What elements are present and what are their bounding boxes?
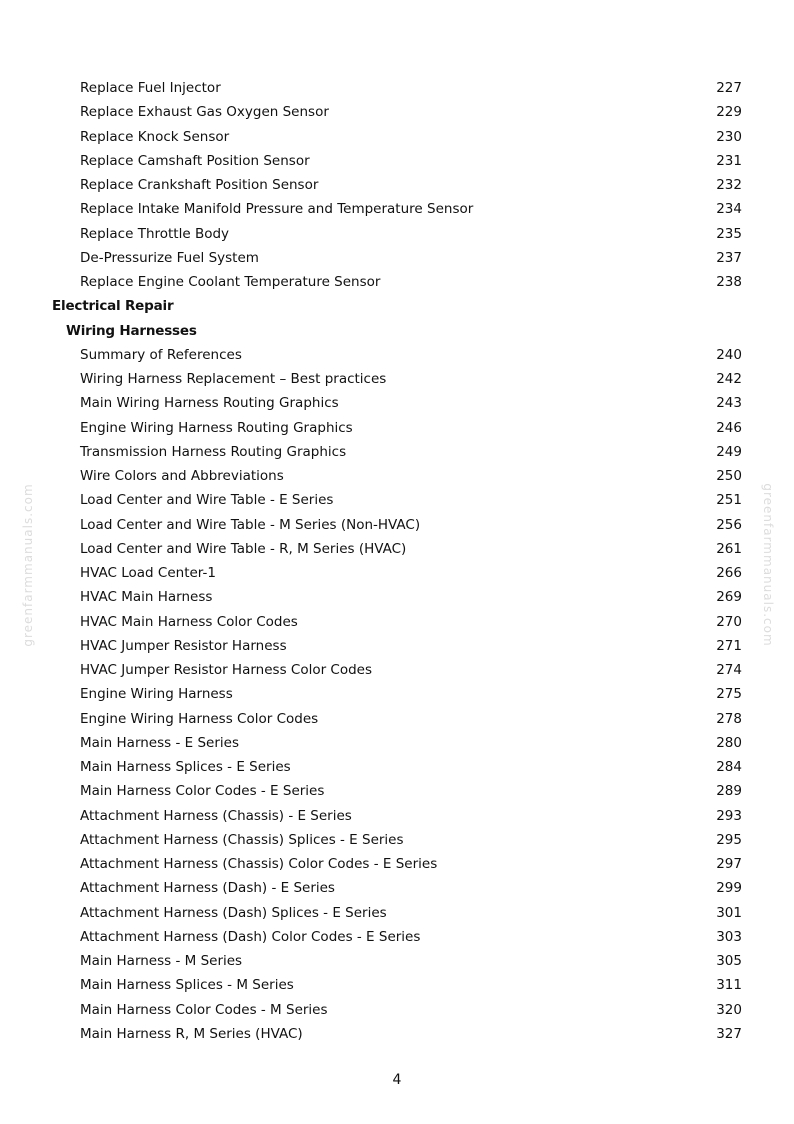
toc-entry[interactable] (0, 464, 794, 488)
toc-entry-page: 266 (716, 565, 742, 581)
toc-entry-title: Replace Intake Manifold Pressure and Temperature Sensor (80, 201, 474, 218)
toc-entry-title: Electrical Repair (52, 298, 174, 315)
toc-entry-title: Attachment Harness (Chassis) - E Series (80, 807, 352, 824)
toc-entry-page: 269 (716, 589, 742, 606)
toc-entry-page: 293 (716, 807, 742, 824)
toc-entry-title: Main Harness - M Series (80, 953, 243, 969)
toc-entry-page: 274 (716, 662, 742, 678)
toc-entry[interactable] (0, 246, 794, 270)
toc-entry-page: 243 (716, 395, 742, 412)
toc-entry-title: Attachment Harness (Dash) Splices - E Series (80, 904, 387, 921)
toc-entry[interactable] (0, 610, 794, 634)
toc-entry-page: 305 (716, 953, 742, 969)
toc-entry[interactable] (0, 561, 794, 585)
toc-entry-title: HVAC Load Center-1 (80, 565, 216, 581)
toc-entry-title: HVAC Main Harness (80, 589, 213, 606)
toc-entry[interactable] (0, 391, 794, 415)
toc-entry[interactable] (0, 125, 794, 149)
toc-entry[interactable] (0, 488, 794, 512)
toc-entry-title: HVAC Jumper Resistor Harness Color Codes (80, 662, 373, 678)
toc-entry[interactable] (0, 998, 794, 1022)
page-number: 4 (392, 1072, 402, 1088)
table-of-contents (0, 76, 794, 1046)
toc-entry-page: 297 (716, 856, 742, 872)
toc-entry-page: 250 (716, 468, 742, 484)
toc-entry-title: Load Center and Wire Table - M Series (Non-HVAC) (80, 516, 421, 533)
toc-entry-title: Engine Wiring Harness (80, 686, 233, 703)
toc-entry-page: 271 (716, 637, 742, 654)
toc-entry[interactable] (0, 367, 794, 391)
toc-entry-title: HVAC Jumper Resistor Harness (80, 637, 287, 654)
toc-entry[interactable] (0, 804, 794, 828)
toc-entry-title: Attachment Harness (Dash) - E Series (80, 880, 335, 897)
toc-entry-title: Attachment Harness (Dash) Color Codes - E Series (80, 928, 421, 945)
toc-entry[interactable] (0, 149, 794, 173)
toc-entry-title: Main Harness - E Series (80, 734, 239, 751)
toc-entry-page: 280 (716, 734, 742, 751)
toc-entry-title: HVAC Main Harness Color Codes (80, 613, 298, 630)
toc-entry-page: 284 (716, 759, 742, 775)
toc-entry-page: 275 (716, 686, 742, 703)
toc-entry[interactable] (0, 828, 794, 852)
toc-entry[interactable] (0, 973, 794, 997)
toc-entry-page: 303 (716, 928, 742, 945)
toc-entry[interactable] (0, 585, 794, 609)
toc-entry-page: 311 (716, 977, 742, 994)
toc-entry-title: Replace Crankshaft Position Sensor (80, 177, 319, 193)
toc-entry-page: 256 (716, 516, 742, 533)
toc-entry-title: De-Pressurize Fuel System (80, 249, 259, 266)
toc-entry-title: Replace Fuel Injector (80, 80, 221, 96)
toc-entry-page: 238 (716, 274, 742, 290)
toc-entry[interactable] (0, 100, 794, 124)
toc-entry-page: 251 (716, 492, 742, 509)
toc-entry[interactable] (0, 731, 794, 755)
toc-entry[interactable] (0, 755, 794, 779)
toc-entry-title: Main Wiring Harness Routing Graphics (80, 395, 339, 412)
toc-entry-title: Wiring Harnesses (66, 322, 197, 339)
toc-entry-title: Attachment Harness (Chassis) Color Codes - E Series (80, 856, 438, 872)
toc-entry-title: Main Harness R, M Series (HVAC) (80, 1025, 303, 1042)
toc-entry-page: 327 (716, 1025, 742, 1042)
toc-entry-title: Transmission Harness Routing Graphics (80, 443, 347, 460)
toc-entry-page: 231 (716, 152, 742, 169)
toc-entry[interactable] (0, 76, 794, 100)
toc-entry-page: 234 (716, 201, 742, 218)
toc-entry-title: Wire Colors and Abbreviations (80, 468, 284, 484)
toc-entry[interactable] (0, 513, 794, 537)
toc-entry[interactable] (0, 537, 794, 561)
toc-entry-title: Main Harness Color Codes - M Series (80, 1001, 328, 1018)
toc-entry-page: 246 (716, 419, 742, 436)
toc-entry[interactable] (0, 925, 794, 949)
toc-entry-title: Replace Throttle Body (80, 225, 230, 242)
toc-entry[interactable] (0, 173, 794, 197)
toc-entry[interactable] (0, 440, 794, 464)
watermark-right: greenfarmmanuals.com (761, 483, 775, 647)
toc-entry[interactable] (0, 197, 794, 221)
toc-entry-title: Summary of References (80, 346, 242, 363)
toc-entry-title: Load Center and Wire Table - E Series (80, 492, 334, 509)
toc-entry-title: Main Harness Splices - M Series (80, 977, 294, 994)
toc-entry-title: Engine Wiring Harness Routing Graphics (80, 419, 353, 436)
toc-entry[interactable] (0, 270, 794, 294)
toc-entry-page: 242 (716, 371, 742, 387)
toc-entry-title: Main Harness Color Codes - E Series (80, 783, 325, 800)
toc-entry-page: 227 (716, 80, 742, 96)
toc-entry-page: 230 (716, 128, 742, 145)
toc-entry-page: 249 (716, 443, 742, 460)
toc-entry-page: 289 (716, 783, 742, 800)
watermark-left: greenfarmmanuals.com (21, 483, 35, 647)
toc-entry-page: 295 (716, 831, 742, 848)
toc-entry[interactable] (0, 658, 794, 682)
toc-entry-title: Replace Camshaft Position Sensor (80, 152, 310, 169)
toc-entry-title: Wiring Harness Replacement – Best practices (80, 371, 387, 387)
toc-entry-title: Attachment Harness (Chassis) Splices - E Series (80, 831, 404, 848)
toc-entry[interactable] (0, 901, 794, 925)
toc-entry-page: 235 (716, 225, 742, 242)
toc-entry-page: 270 (716, 613, 742, 630)
toc-entry-page: 278 (716, 710, 742, 727)
toc-entry-title: Replace Engine Coolant Temperature Sensor (80, 274, 381, 290)
toc-entry-title: Main Harness Splices - E Series (80, 759, 291, 775)
toc-entry[interactable] (0, 343, 794, 367)
toc-entry[interactable] (0, 852, 794, 876)
toc-entry-title: Engine Wiring Harness Color Codes (80, 710, 319, 727)
toc-entry-page: 232 (716, 177, 742, 193)
toc-entry-page: 320 (716, 1001, 742, 1018)
toc-entry-page: 237 (716, 249, 742, 266)
toc-entry[interactable] (0, 1022, 794, 1046)
toc-entry-title: Load Center and Wire Table - R, M Series (HVAC) (80, 540, 407, 557)
toc-entry-page: 299 (716, 880, 742, 897)
toc-entry[interactable] (0, 707, 794, 731)
toc-entry[interactable] (0, 634, 794, 658)
toc-entry[interactable] (0, 949, 794, 973)
toc-entry[interactable] (0, 682, 794, 706)
toc-entry[interactable] (0, 876, 794, 900)
toc-entry-page: 261 (716, 540, 742, 557)
toc-section-heading[interactable] (0, 294, 794, 318)
toc-entry-page: 240 (716, 346, 742, 363)
toc-entry-title: Replace Exhaust Gas Oxygen Sensor (80, 104, 329, 121)
toc-entry-title: Replace Knock Sensor (80, 128, 230, 145)
toc-entry-page: 229 (716, 104, 742, 121)
toc-entry[interactable] (0, 416, 794, 440)
toc-entry[interactable] (0, 222, 794, 246)
toc-subsection-heading[interactable] (0, 319, 794, 343)
toc-entry[interactable] (0, 779, 794, 803)
toc-entry-page: 301 (716, 904, 742, 921)
